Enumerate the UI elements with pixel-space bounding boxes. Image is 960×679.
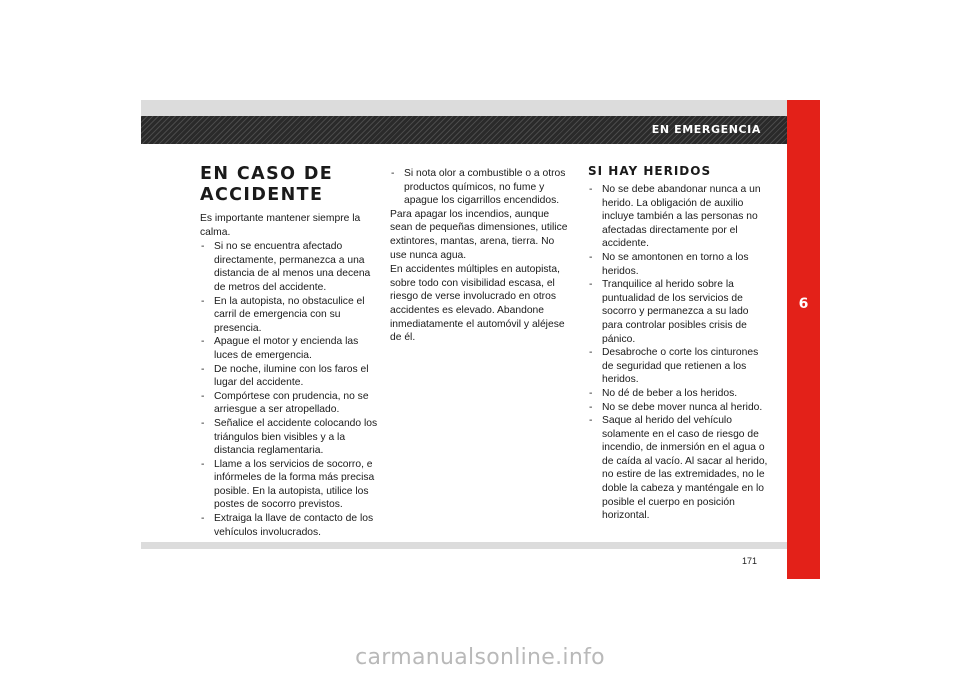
accident-intro: Es importante mantener siempre la calma. — [200, 213, 361, 238]
list-item: - Apague el motor y encienda las luces de emergencia. — [200, 335, 380, 362]
chapter-tab — [787, 100, 820, 579]
list-item: - Tranquilice al herido sobre la puntualidad de los servicios de socorro y permanezca a su lado para controlar posibles crisis de pánico. — [588, 278, 768, 346]
section-header-bar — [141, 116, 787, 144]
accident-heading-line1: EN CASO DE — [200, 164, 334, 184]
list-item: - Extraiga la llave de contacto de los vehículos involucrados. — [200, 512, 380, 539]
list-item: - No se debe mover nunca al herido. — [588, 401, 768, 415]
multiple-accident-paragraph: En accidentes múltiples en autopista, sobre todo con visibilidad escasa, el riesgo de verse involucrado en otros accidentes es elevado. Abandone inmediatamente el automóvil y aléjese de él. — [390, 264, 565, 344]
section-title: EN EMERGENCIA — [651, 123, 761, 136]
injured-bullet-list — [588, 183, 768, 523]
list-item: - Si nota olor a combustible o a otros productos químicos, no fume y apague los cigarrillos encendidos. — [390, 167, 570, 208]
column-accident — [200, 164, 380, 539]
injured-heading: SI HAY HERIDOS — [588, 164, 712, 178]
list-item: - Si no se encuentra afectado directamente, permanezca a una distancia de al menos una decena de metros del accidente. — [200, 240, 380, 294]
list-item: - Señalice el accidente colocando los triángulos bien visibles y a la distancia reglamentaria. — [200, 417, 380, 458]
column-fire — [390, 167, 570, 346]
footer-band — [141, 542, 787, 549]
list-item: - Llame a los servicios de socorro, e infórmeles de la forma más precisa posible. En la autopista, utilice los postes de socorro previstos. — [200, 458, 380, 512]
fire-extinguish-paragraph: Para apagar los incendios, aunque sean de pequeñas dimensiones, utilice extintores, mantas, arena, tierra. No use nunca agua. — [390, 208, 568, 261]
accident-bullet-list — [200, 240, 380, 539]
list-item: - No dé de beber a los heridos. — [588, 387, 768, 401]
list-item: - Saque al herido del vehículo solamente en el caso de riesgo de incendio, de inmersión en el agua o de caída al vacío. Al sacar al herido, no estire de las extremidades, no le doble la cabeza y manténgale en lo posible el cuerpo en posición horizontal. — [588, 414, 768, 523]
chapter-number: 6 — [798, 296, 809, 312]
accident-heading — [200, 164, 380, 206]
list-item: - Compórtese con prudencia, no se arriesgue a ser atropellado. — [200, 390, 380, 417]
header-band — [141, 100, 787, 116]
column-injured — [588, 164, 768, 523]
list-item: - Desabroche o corte los cinturones de seguridad que retienen a los heridos. — [588, 346, 768, 387]
list-item: - De noche, ilumine con los faros el lugar del accidente. — [200, 363, 380, 390]
list-item: - En la autopista, no obstaculice el carril de emergencia con su presencia. — [200, 295, 380, 336]
list-item: - No se debe abandonar nunca a un herido. La obligación de auxilio incluye también a las personas no afectadas directamente por el accidente. — [588, 183, 768, 251]
page-number: 171 — [742, 556, 758, 566]
fire-bullet-list — [390, 167, 570, 208]
list-item: - No se amontonen en torno a los heridos. — [588, 251, 768, 278]
watermark: carmanualsonline.info — [355, 645, 605, 670]
accident-heading-line2: ACCIDENTE — [200, 185, 324, 205]
